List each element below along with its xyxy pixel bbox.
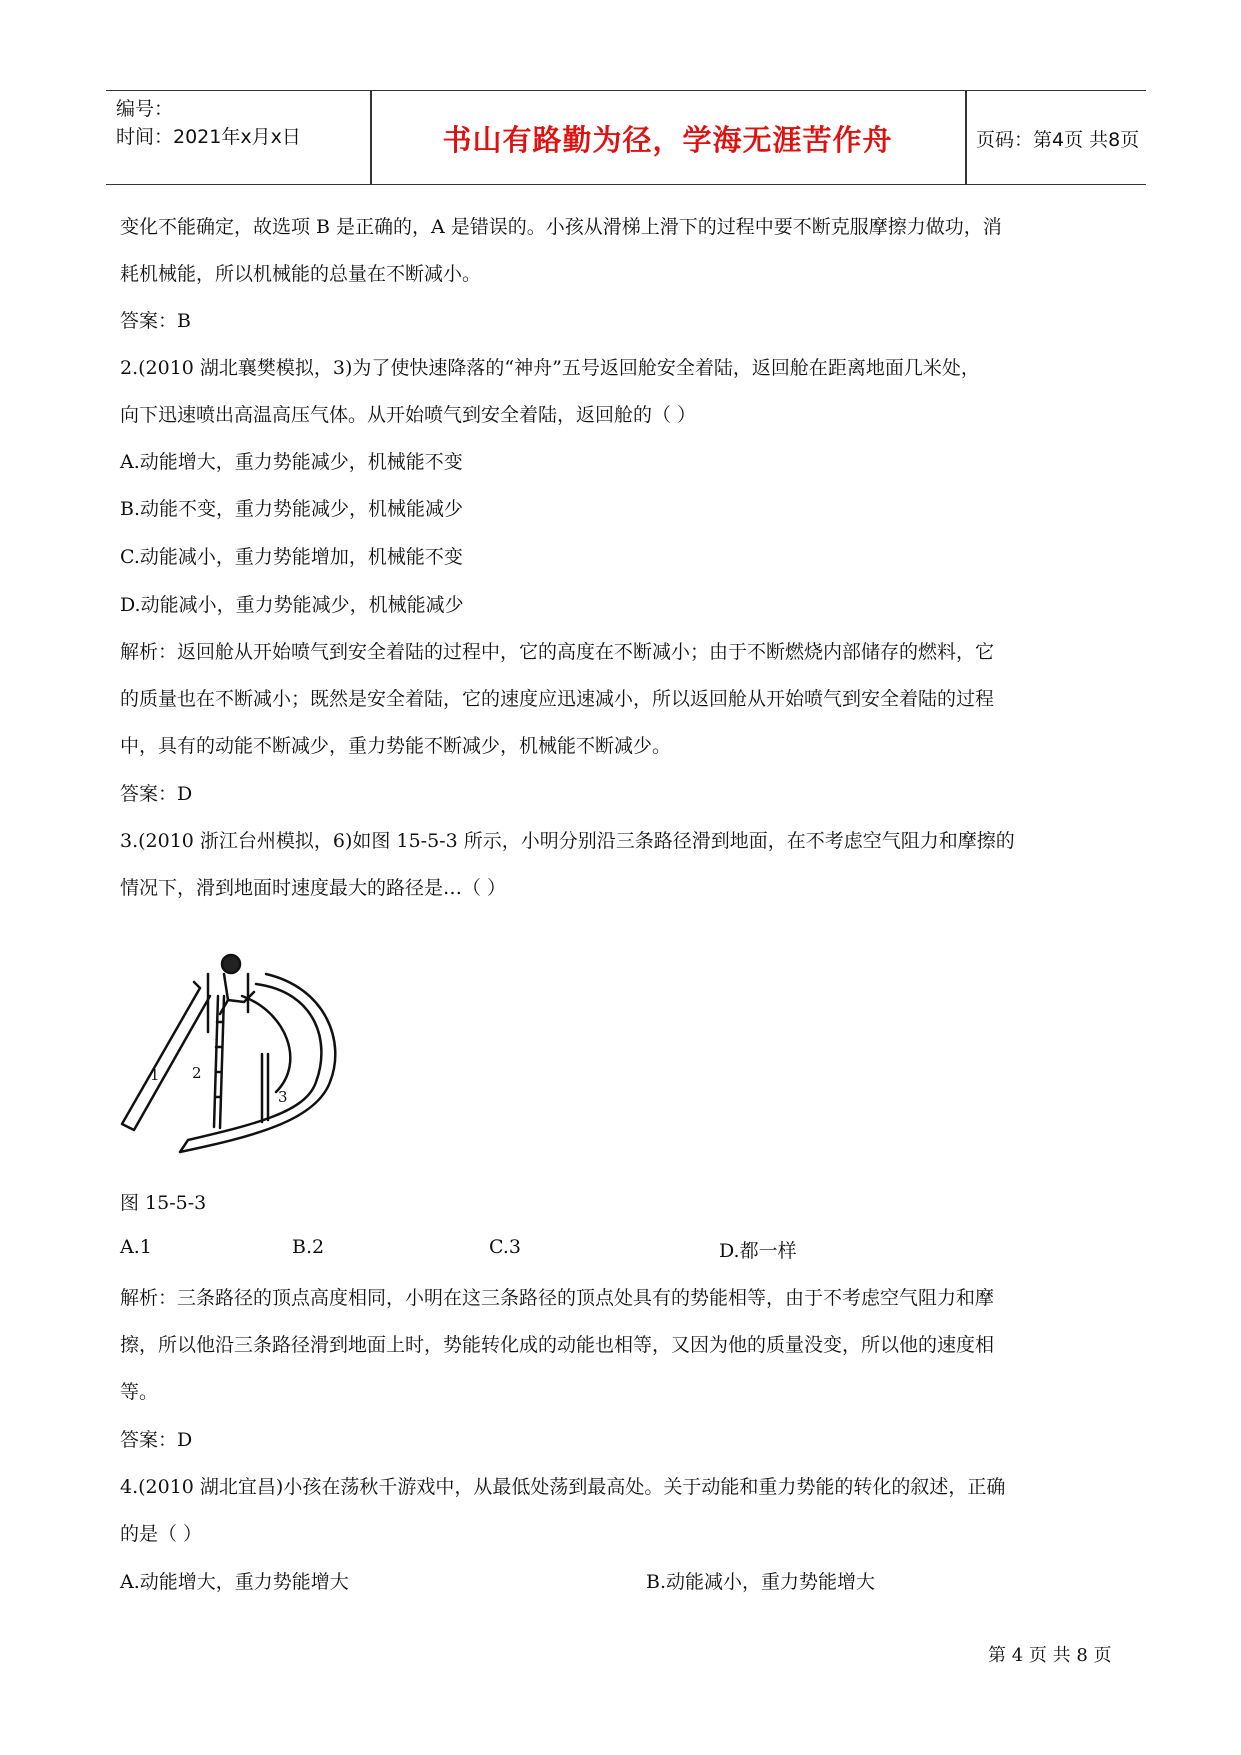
text-line: 中，具有的动能不断减少，重力势能不断减少，机械能不断减少。 — [120, 735, 672, 757]
option-line: A.动能增大，重力势能减少，机械能不变 — [120, 451, 463, 473]
q3-option-d: D.都一样 — [719, 1240, 797, 1262]
q4-option-a: A.动能增大，重力势能增大 — [120, 1571, 349, 1593]
page-footer: 第 4 页 共 8 页 — [988, 1645, 1112, 1666]
text-line: 擦，所以他沿三条路径滑到地面上时，势能转化成的动能也相等，又因为他的质量没变，所以他的速度相 — [120, 1334, 995, 1356]
answer-line: 答案：D — [120, 1429, 193, 1451]
time-label: 时间：2021年x月x日 — [116, 126, 301, 148]
header-meta — [116, 91, 366, 184]
text-line: 等。 — [120, 1381, 159, 1403]
question-4: 4.(2010 湖北宜昌)小孩在荡秋千游戏中，从最低处荡到最高处。关于动能和重力势能的转化的叙述，正确 — [120, 1476, 1006, 1498]
q3-option-a: A.1 — [120, 1236, 152, 1258]
number-label: 编号： — [116, 98, 174, 120]
header-motto-cell — [370, 91, 965, 184]
text-line: 变化不能确定，故选项 B 是正确的，A 是错误的。小孩从滑梯上滑下的过程中要不断克服摩擦力做功，消 — [120, 216, 1002, 238]
motto: 书山有路勤为径，学海无涯苦作舟 — [442, 123, 893, 157]
answer-line: 答案：D — [120, 783, 193, 805]
answer-line: 答案：B — [120, 310, 191, 332]
q3-option-c: C.3 — [489, 1236, 521, 1258]
page-header — [106, 90, 1146, 185]
text-line: 情况下，滑到地面时速度最大的路径是…（ ） — [120, 877, 507, 899]
option-line: B.动能不变，重力势能减少，机械能减少 — [120, 498, 464, 520]
option-line: D.动能减小，重力势能减少，机械能减少 — [120, 594, 464, 616]
question-2: 2.(2010 湖北襄樊模拟，3)为了使快速降落的“神舟”五号返回舱安全着陆，返回舱在距离地面几米处， — [120, 357, 980, 379]
path-label-3: 3 — [278, 1088, 288, 1106]
text-line: 耗机械能，所以机械能的总量在不断减小。 — [120, 263, 482, 285]
path-label-2: 2 — [192, 1064, 202, 1082]
figure-caption: 图 15-5-3 — [120, 1192, 207, 1214]
text-line: 的质量也在不断减小；既然是安全着陆，它的速度应迅速减小，所以返回舱从开始喷气到安全着陆的过程 — [120, 688, 995, 710]
slide-figure — [116, 952, 356, 1172]
page-label: 页码：第4页 共8页 — [976, 129, 1140, 151]
path-label-1: 1 — [150, 1066, 160, 1084]
header-divider — [965, 91, 967, 184]
question-3: 3.(2010 浙江台州模拟，6)如图 15-5-3 所示，小明分别沿三条路径滑到地面，在不考虑空气阻力和摩擦的 — [120, 830, 1015, 852]
slide-illustration — [116, 952, 356, 1172]
analysis-line: 解析：返回舱从开始喷气到安全着陆的过程中，它的高度在不断减小；由于不断燃烧内部储存的燃料，它 — [120, 641, 995, 663]
q3-option-b: B.2 — [292, 1236, 325, 1258]
analysis-line: 解析：三条路径的顶点高度相同，小明在这三条路径的顶点处具有的势能相等，由于不考虑空气阻力和摩 — [120, 1287, 995, 1309]
q4-option-b: B.动能减小，重力势能增大 — [646, 1571, 876, 1593]
option-line: C.动能减小，重力势能增加，机械能不变 — [120, 546, 463, 568]
header-page-cell — [976, 91, 1146, 184]
text-line: 向下迅速喷出高温高压气体。从开始喷气到安全着陆，返回舱的（ ） — [120, 404, 697, 426]
text-line: 的是（ ） — [120, 1523, 203, 1545]
